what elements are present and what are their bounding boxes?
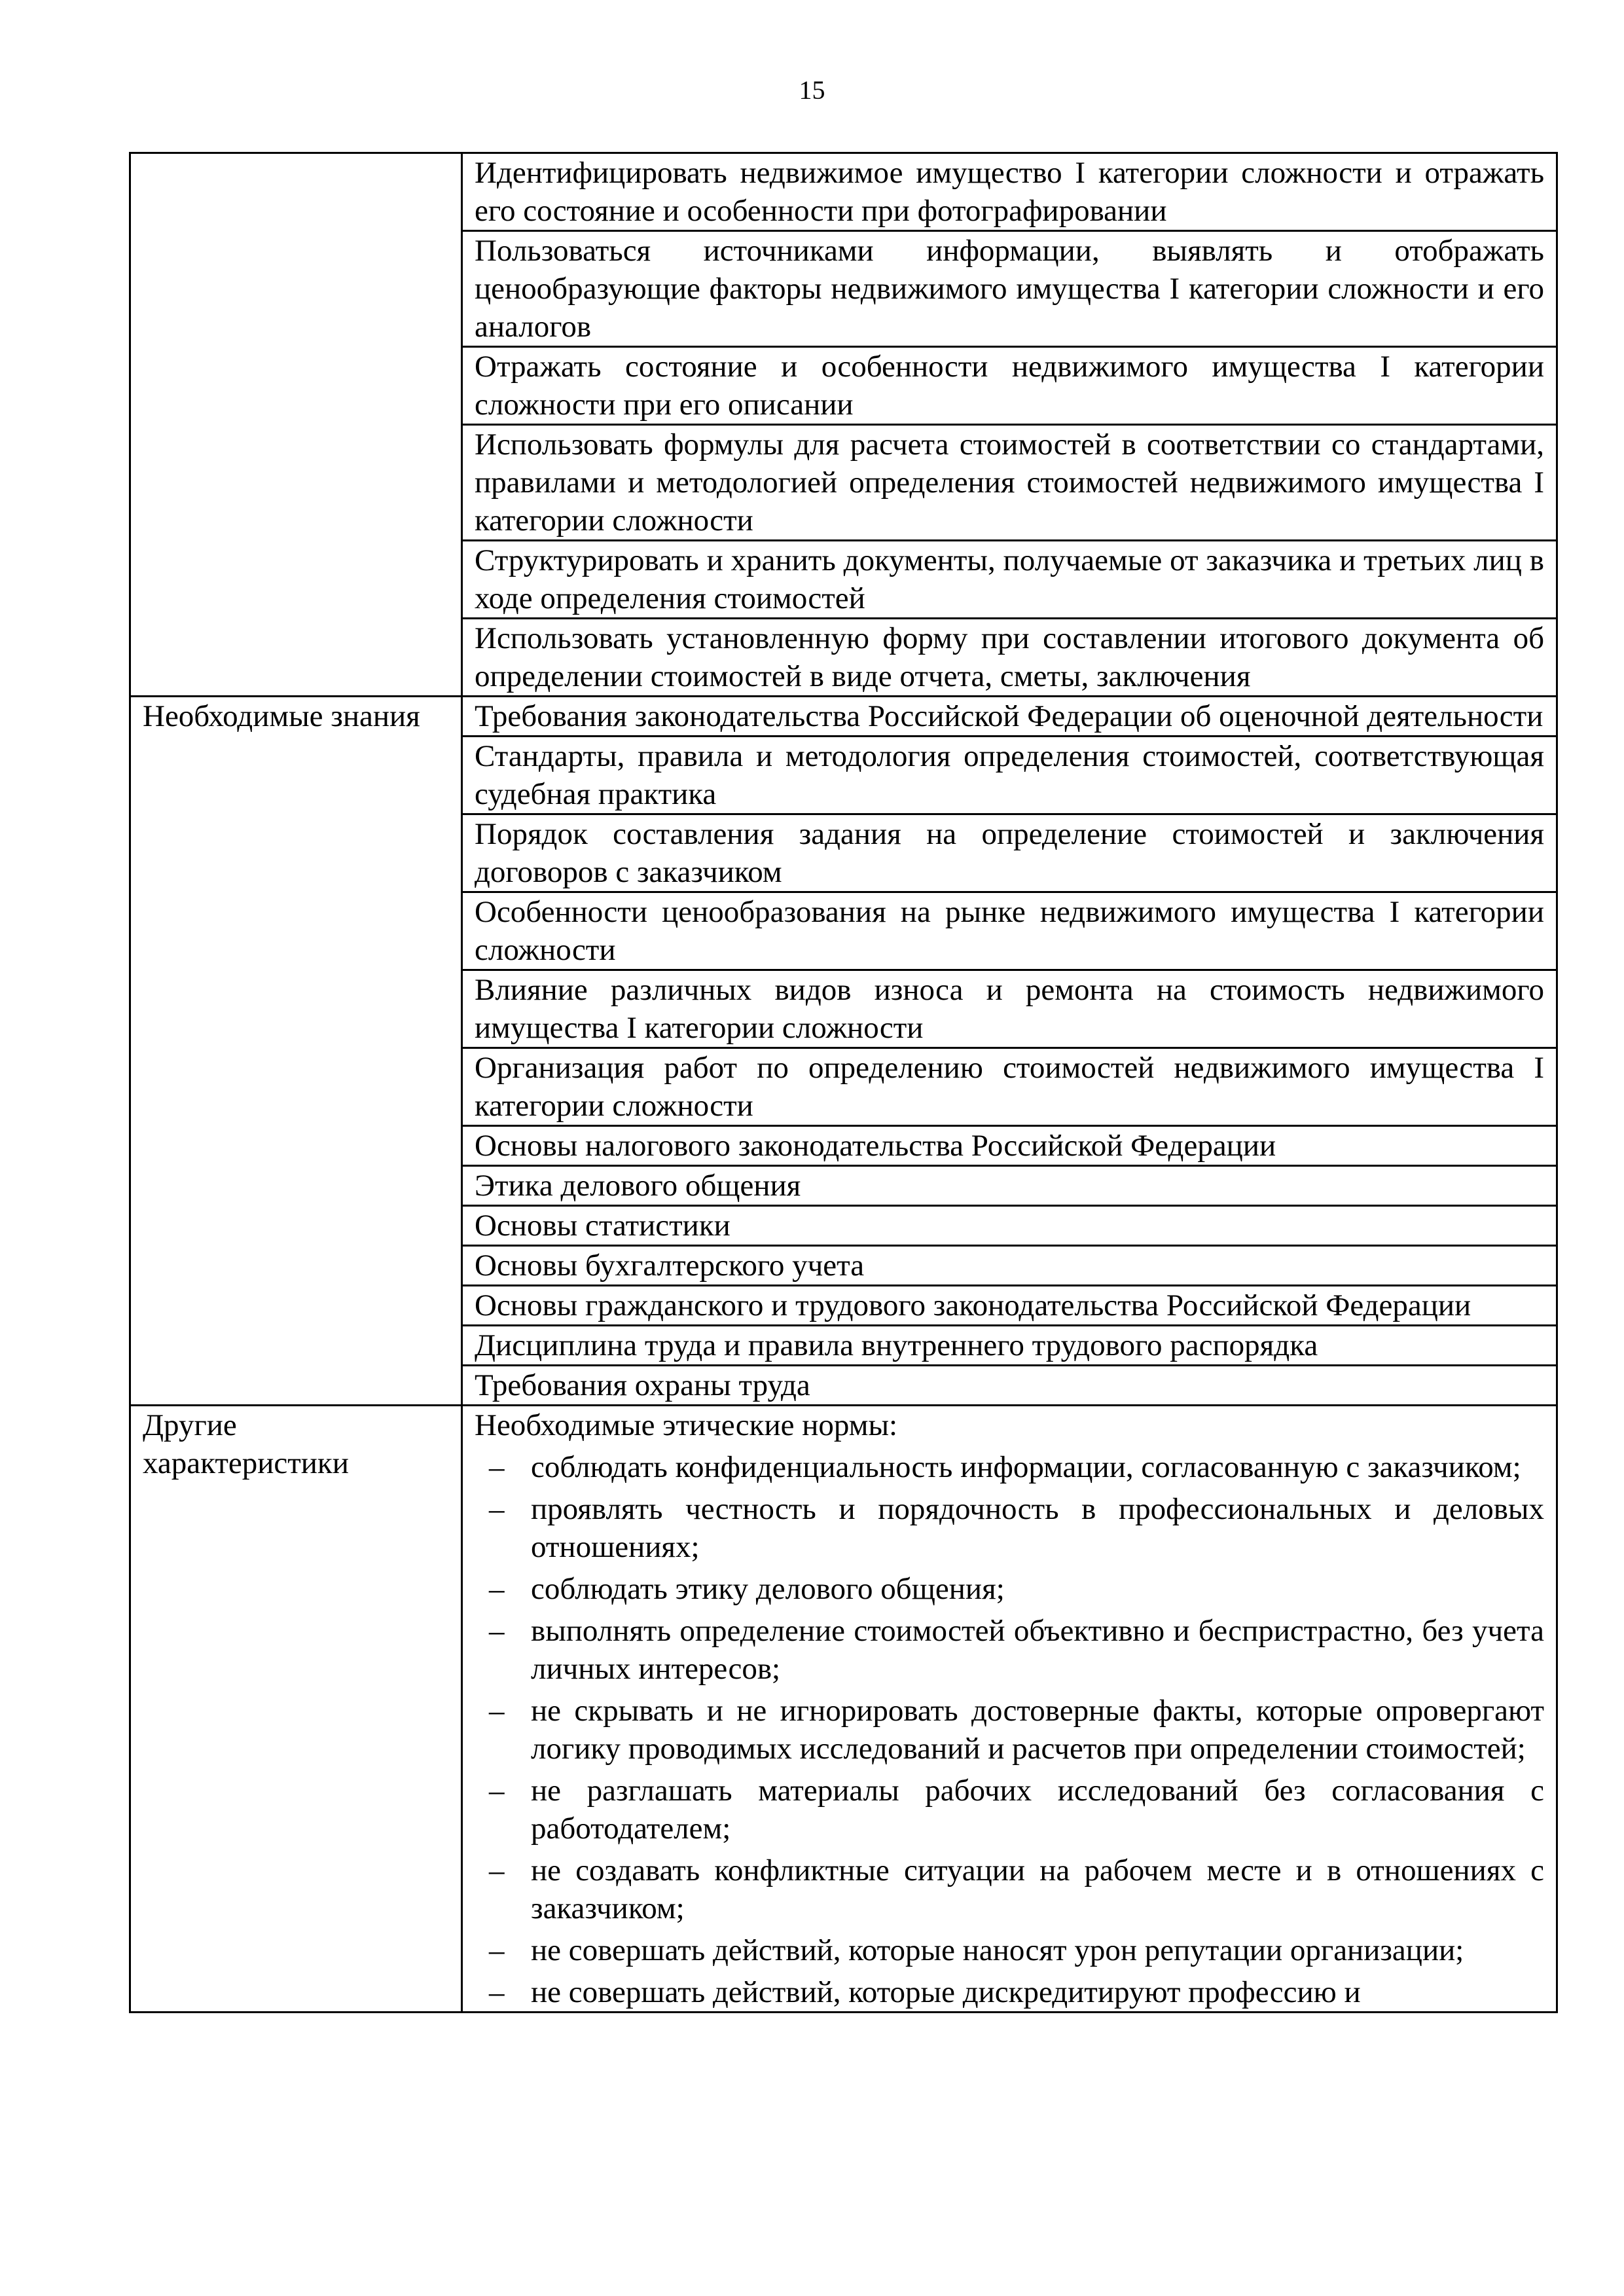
list-item-text: соблюдать конфиденциальность информации, согласованную с заказчиком; bbox=[531, 1450, 1521, 1484]
list-item bbox=[475, 1570, 1544, 1608]
requirement-cell: Идентифицировать недвижимое имущество I категории сложности и отражать его состояние и особенности при фотографировании bbox=[462, 153, 1557, 231]
dash-bullet: – bbox=[489, 1450, 505, 1484]
requirement-cell: Организация работ по определению стоимостей недвижимого имущества I категории сложности bbox=[462, 1048, 1557, 1126]
dash-bullet: – bbox=[489, 1492, 505, 1526]
ethics-list bbox=[475, 1448, 1544, 2011]
requirement-cell: Основы статистики bbox=[462, 1206, 1557, 1246]
list-item bbox=[475, 1692, 1544, 1768]
requirement-cell: Стандарты, правила и методология определения стоимостей, соответствующая судебная практика bbox=[462, 737, 1557, 814]
list-item-text: соблюдать этику делового общения; bbox=[531, 1572, 1005, 1606]
dash-bullet: – bbox=[489, 1572, 505, 1606]
list-item bbox=[475, 1448, 1544, 1486]
requirement-cell: Отражать состояние и особенности недвижимого имущества I категории сложности при его описании bbox=[462, 347, 1557, 425]
requirement-cell: Основы гражданского и трудового законодательства Российской Федерации bbox=[462, 1286, 1557, 1326]
requirement-cell: Особенности ценообразования на рынке недвижимого имущества I категории сложности bbox=[462, 892, 1557, 970]
requirement-cell: Использовать установленную форму при составлении итогового документа об определении стоимостей в виде отчета, сметы, заключения bbox=[462, 619, 1557, 697]
requirement-cell: Использовать формулы для расчета стоимостей в соответствии со стандартами, правилами и методологией определения стоимостей недвижимого имущества I категории сложности bbox=[462, 425, 1557, 541]
list-item bbox=[475, 1931, 1544, 1969]
table-row bbox=[130, 697, 1557, 737]
dash-bullet: – bbox=[489, 1975, 505, 2009]
ethics-cell bbox=[462, 1406, 1557, 2013]
table-row bbox=[130, 153, 1557, 231]
list-item-text: не совершать действий, которые наносят урон репутации организации; bbox=[531, 1933, 1464, 1967]
table-body bbox=[130, 153, 1557, 2013]
requirement-cell: Структурировать и хранить документы, получаемые от заказчика и третьих лиц в ходе определения стоимостей bbox=[462, 541, 1557, 619]
list-item-text: не разглашать материалы рабочих исследований без согласования с работодателем; bbox=[531, 1774, 1544, 1846]
list-item-text: выполнять определение стоимостей объективно и беспристрастно, без учета личных интересов; bbox=[531, 1614, 1544, 1686]
row-label: Необходимые знания bbox=[130, 697, 462, 1406]
table-row bbox=[130, 1406, 1557, 2013]
list-item-text: проявлять честность и порядочность в профессиональных и деловых отношениях; bbox=[531, 1492, 1544, 1564]
dash-bullet: – bbox=[489, 1614, 505, 1648]
list-item bbox=[475, 1772, 1544, 1848]
requirements-table bbox=[129, 152, 1558, 2013]
requirement-cell: Основы бухгалтерского учета bbox=[462, 1246, 1557, 1286]
requirement-cell: Требования законодательства Российской Федерации об оценочной деятельности bbox=[462, 697, 1557, 737]
list-item-text: не скрывать и не игнорировать достоверные факты, которые опровергают логику проводимых исследований и расчетов при определении стоимостей; bbox=[531, 1694, 1544, 1766]
requirement-cell: Влияние различных видов износа и ремонта на стоимость недвижимого имущества I категории сложности bbox=[462, 970, 1557, 1048]
requirement-cell: Требования охраны труда bbox=[462, 1366, 1557, 1406]
requirement-cell: Этика делового общения bbox=[462, 1166, 1557, 1206]
dash-bullet: – bbox=[489, 1774, 505, 1808]
requirement-cell: Пользоваться источниками информации, выявлять и отображать ценообразующие факторы недвижимого имущества I категории сложности и его аналогов bbox=[462, 231, 1557, 347]
list-item bbox=[475, 1490, 1544, 1566]
requirement-cell: Основы налогового законодательства Российской Федерации bbox=[462, 1126, 1557, 1166]
list-item bbox=[475, 1973, 1544, 2011]
list-item-text: не совершать действий, которые дискредитируют профессию и bbox=[531, 1975, 1361, 2009]
dash-bullet: – bbox=[489, 1853, 505, 1887]
row-label bbox=[130, 153, 462, 697]
ethics-heading: Необходимые этические нормы: bbox=[475, 1408, 898, 1442]
list-item bbox=[475, 1851, 1544, 1927]
list-item-text: не создавать конфликтные ситуации на рабочем месте и в отношениях с заказчиком; bbox=[531, 1853, 1544, 1925]
dash-bullet: – bbox=[489, 1933, 505, 1967]
dash-bullet: – bbox=[489, 1694, 505, 1728]
requirement-cell: Дисциплина труда и правила внутреннего трудового распорядка bbox=[462, 1326, 1557, 1366]
page-number: 15 bbox=[799, 75, 825, 105]
row-label: Другие характеристики bbox=[130, 1406, 462, 2013]
list-item bbox=[475, 1612, 1544, 1688]
requirement-cell: Порядок составления задания на определение стоимостей и заключения договоров с заказчиком bbox=[462, 814, 1557, 892]
